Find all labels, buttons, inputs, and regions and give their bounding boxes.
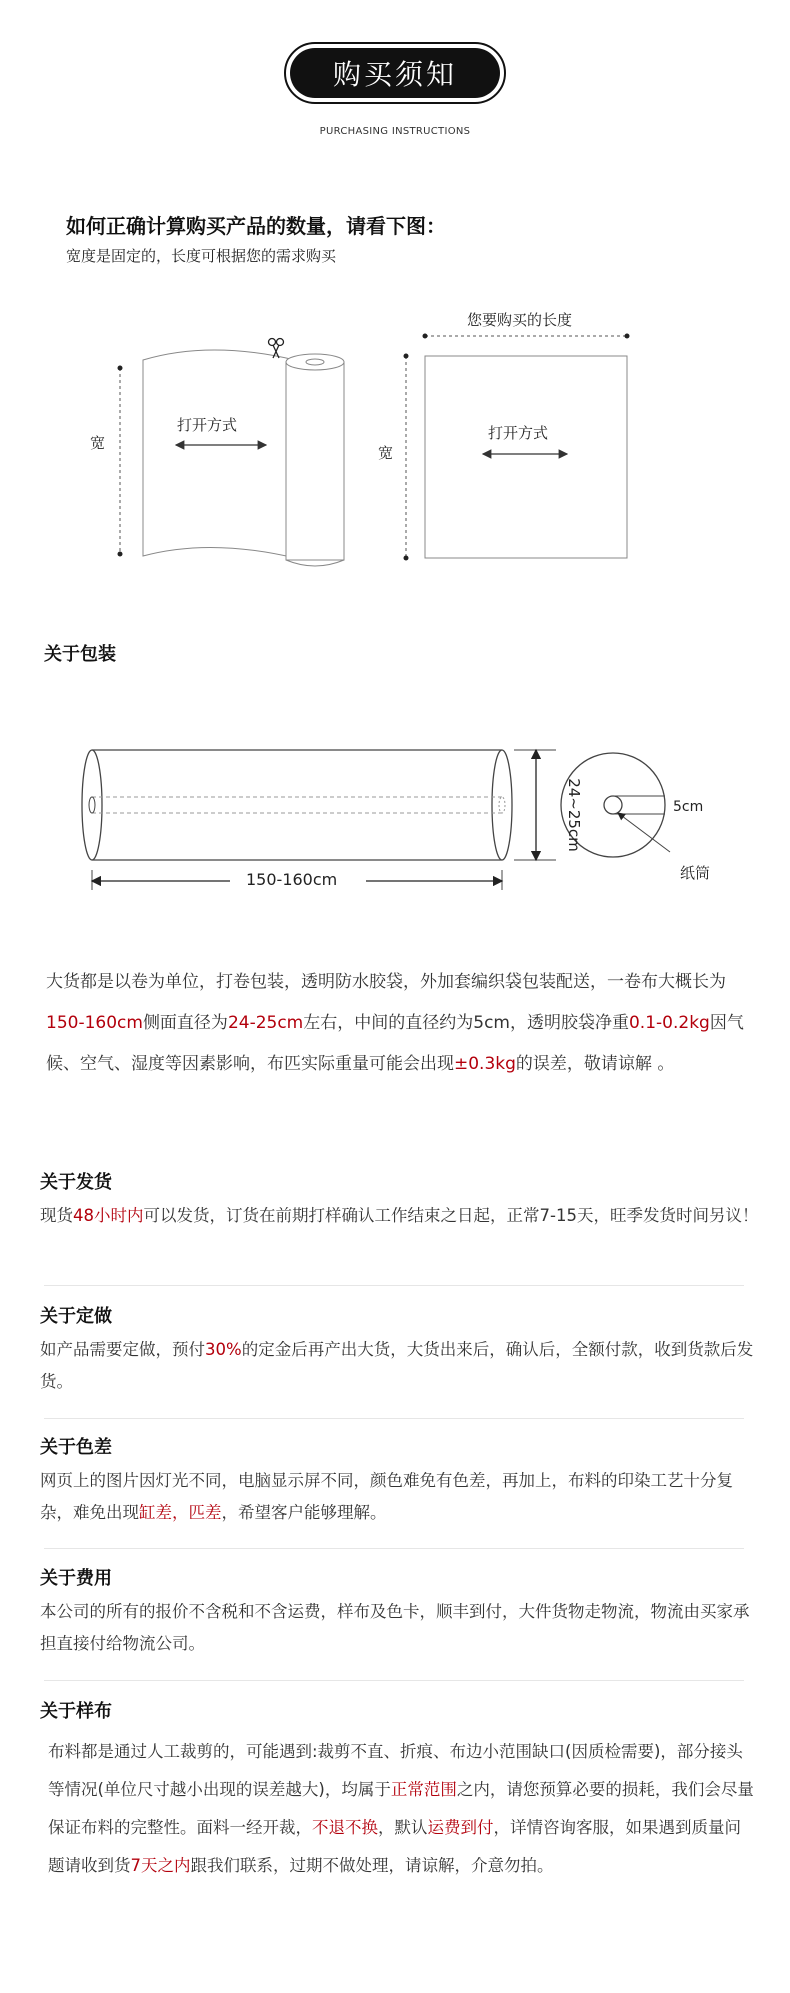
divider: [44, 1418, 744, 1419]
width-label-left: 宽: [90, 434, 106, 452]
packaging-text-3: 左右，中间的直径约为5cm，透明胶袋净重: [303, 1013, 629, 1033]
packaging-text-2: 侧面直径为: [142, 1013, 228, 1033]
divider: [44, 1285, 744, 1286]
samples-description: [48, 1733, 754, 1885]
quantity-heading: 如何正确计算购买产品的数量，请看下图：: [66, 214, 446, 238]
packaging-text-1: 大货都是以卷为单位，打卷包装，透明防水胶袋，外加套编织袋包装配送，一卷布大概长为: [46, 972, 726, 992]
shipping-text-2: 可以发货，订货在前期打样确认工作结束之日起，正常7-15天，旺季发货时间另议！: [143, 1206, 759, 1225]
color-text-2: ，希望客户能够理解。: [221, 1503, 387, 1522]
custom-title: 关于定做: [40, 1306, 112, 1327]
open-method-label-right: 打开方式: [488, 424, 549, 442]
fees-description: 本公司的所有的报价不含税和不含运费，样布及色卡，顺丰到付，大件货物走物流，物流由买家承担直接付给物流公司。: [40, 1602, 750, 1653]
flat-fabric-illustration: [404, 334, 630, 561]
paper-tube-label: 纸筒: [680, 864, 711, 882]
samples-text-4: ，详情咨询客服，如果遇到质量问题请收到货: [48, 1818, 741, 1875]
open-method-label-left: 打开方式: [177, 416, 238, 434]
title-pill: [284, 42, 506, 104]
color-difference-title: 关于色差: [40, 1437, 112, 1458]
shipping-text-1: 现货: [40, 1206, 73, 1225]
roll-length-label: 150-160cm: [246, 870, 338, 889]
packaging-text-4: 因气候、空气、湿度等因素影响，布匹实际重量可能会出现: [46, 1013, 744, 1074]
purchase-length-label: 您要购买的长度: [467, 311, 573, 329]
roll-diameter-highlight: 24-25cm: [227, 1013, 304, 1033]
weight-error-highlight: ±0.3kg: [454, 1054, 516, 1074]
fees-title: 关于费用: [40, 1568, 112, 1589]
deposit-highlight: 30%: [205, 1340, 242, 1359]
samples-text-2: 之内，请您预算必要的损耗，我们会尽量保证布料的完整性。面料一经开裁，: [48, 1780, 754, 1837]
freight-collect-highlight: 运费到付: [427, 1818, 494, 1837]
shipping-description: [40, 1200, 762, 1232]
samples-text-5: 跟我们联系，过期不做处理，请谅解，介意勿拍。: [190, 1856, 554, 1875]
custom-text-1: 如产品需要定做，预付: [40, 1340, 205, 1359]
shipping-time-highlight: 48小时内: [73, 1206, 144, 1225]
bag-weight-highlight: 0.1-0.2kg: [628, 1013, 710, 1033]
color-difference-description: [40, 1465, 762, 1529]
no-return-highlight: 不退不换: [312, 1818, 378, 1837]
packaging-title: 关于包装: [44, 644, 116, 665]
unrolled-fabric-illustration: [118, 350, 345, 566]
packaging-description: [46, 962, 752, 1085]
width-label-right: 宽: [378, 444, 394, 462]
custom-text-2: 的定金后再产出大货，大货出来后，确认后，全额付款，收到货款后发货。: [40, 1340, 754, 1391]
packaging-text-5: 的误差，敬请谅解 。: [515, 1054, 675, 1074]
core-diameter-label: 5cm: [673, 799, 704, 815]
samples-text-1: 布料都是通过人工裁剪的，可能遇到:裁剪不直、折痕、布边小范围缺口(因质检需要)，部分接头等情况(单位尺寸越小出现的误差越大)，均属于: [48, 1742, 743, 1799]
page-subtitle: PURCHASING INSTRUCTIONS: [319, 126, 471, 137]
custom-description: [40, 1334, 762, 1398]
divider: [44, 1680, 744, 1681]
divider: [44, 1548, 744, 1549]
quantity-subheading: 宽度是固定的，长度可根据您的需求购买: [66, 247, 337, 265]
roll-length-highlight: 150-160cm: [46, 1013, 143, 1033]
roll-diameter-label: 24~25cm: [565, 778, 583, 852]
shipping-title: 关于发货: [40, 1172, 112, 1193]
color-text-1: 网页上的图片因灯光不同，电脑显示屏不同，颜色难免有色差，再加上，布料的印染工艺十分复杂，难免出现: [40, 1471, 733, 1522]
fabric-width-diagram: [0, 300, 790, 590]
batch-difference-highlight: 缸差，匹差: [139, 1503, 222, 1522]
samples-text-3: ，默认: [378, 1818, 428, 1837]
normal-range-highlight: 正常范围: [390, 1780, 457, 1799]
samples-title: 关于样布: [40, 1701, 112, 1722]
roll-dimensions-diagram: [0, 735, 790, 905]
seven-days-highlight: 7天之内: [130, 1856, 191, 1875]
page-title: 购买须知: [290, 48, 500, 98]
